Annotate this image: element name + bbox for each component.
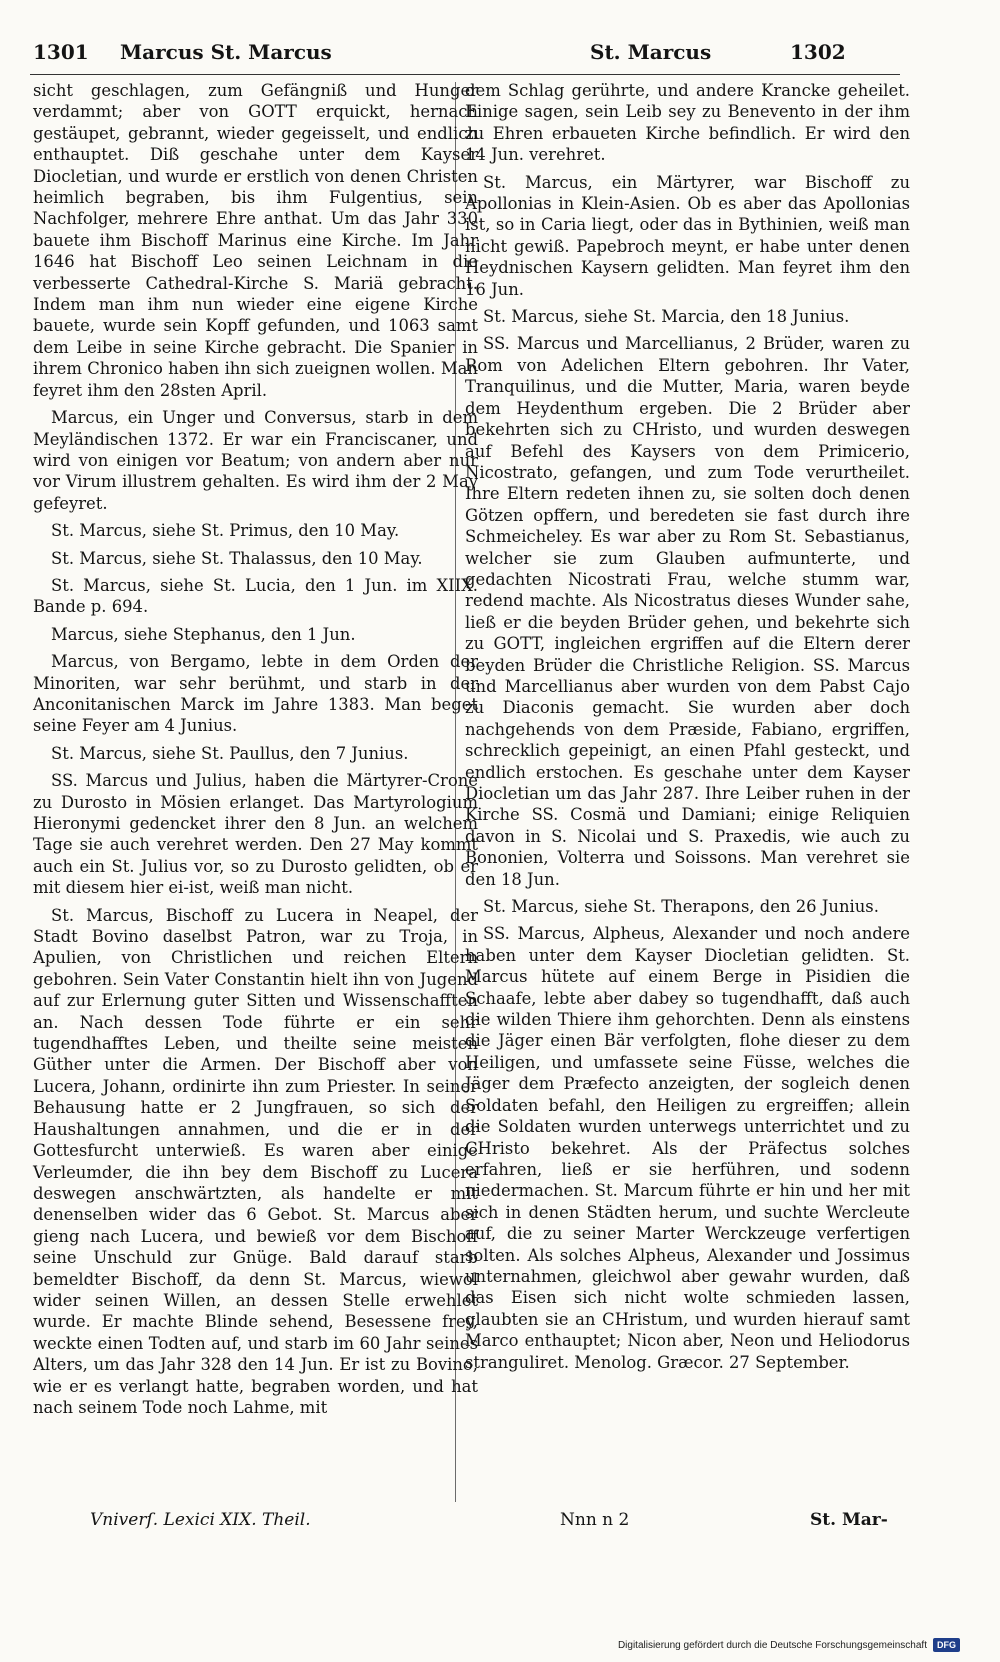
running-title-left: Marcus St. Marcus bbox=[120, 40, 332, 64]
credit-text: Digitalisierung gefördert durch die Deutsche Forschungsgemeinschaft bbox=[617, 1639, 927, 1651]
dfg-logo-icon: DFG bbox=[933, 1638, 960, 1652]
entry-paragraph: St. Marcus, siehe St. Thalassus, den 10 May. bbox=[51, 548, 423, 568]
page-number-right: 1302 bbox=[790, 40, 846, 64]
entry-paragraph: SS. Marcus und Julius, haben die Märtyrer-Crone zu Durosto in Mösien erlanget. Das Martyrologium Hieronymi gedencket ihrer den 8 Jun. an welchem Tage sie auch verehret werden. Den 27 May kommt auch ein St. Julius vor, so zu Durosto gelidten, ob er mit diesem hier ei-ist, weiß man nicht. bbox=[33, 771, 478, 898]
entry-paragraph: St. Marcus, siehe St. Paullus, den 7 Junius. bbox=[51, 743, 409, 763]
entry-paragraph: St. Marcus, siehe St. Therapons, den 26 Junius. bbox=[483, 897, 879, 917]
entry-paragraph: St. Marcus, Bischoff zu Lucera in Neapel, der Stadt Bovino daselbst Patron, war zu Troja, in Apulien, von Christlichen und reichen Eltern gebohren. Sein Vater Constantin hielt ihn von Jugend auf zur Erlernung guter Sitten und Wissenschafften an. Nach dessen Tode führte er ein sehr tugendhafftes Leben, und theilte seine meisten Güther unter die Armen. Der Bischoff aber von Lucera, Johann, ordinirte ihn zum Priester. In seiner Behausung hatte er 2 Jungfrauen, so sich der Haushaltungen annahmen, und die er in der Gottesfurcht unterwieß. Es waren aber einige Verleumder, die ihn bey dem Bischoff zu Lucera deswegen anschwärtzten, als handelte er mit denenselben wider das 6 Gebot. St. Marcus aber gieng nach Lucera, und bewieß vor dem Bischoff seine Unschuld zur Gnüge. Bald darauf starb bemeldter Bischoff, da denn St. Marcus, wiewol wider seinen Willen, an dessen Stelle erwehlet wurde. Er machte Blinde sehend, Besessene frey, weckte einen Todten auf, und starb im 60 Jahr seines Alters, um das Jahr 328 den 14 Jun. Er ist zu Bovino, wie er es verlangt hatte, begraben worden, und hat nach seinem Tode noch Lahme, mit bbox=[33, 905, 478, 1417]
running-title-right: St. Marcus bbox=[590, 40, 712, 64]
entry-paragraph: Marcus, ein Unger und Conversus, starb in dem Meyländischen 1372. Er war ein Franciscaner, und wird von einigen vor Beatum; von andern aber nur vor Virum illustrem gehalten. Es wird ihm der 2 May gefeyret. bbox=[33, 408, 478, 513]
right-column bbox=[465, 80, 910, 1379]
entry-paragraph: sicht geschlagen, zum Gefängniß und Hunger verdammt; aber von GOTT erquickt, hernach gestäupet, gebrannt, wieder gegeisselt, und endlich enthauptet. Diß geschahe unter dem Kayser Diocletian, und wurde er erstlich von denen Christen heimlich begraben, bis ihm Fulgentius, sein Nachfolger, mehrere Ehre anthat. Um das Jahr 330 bauete ihm Bischoff Marinus eine Kirche. Im Jahr 1646 hat Bischoff Leo seinen Leichnam in die verbesserte Cathedral-Kirche S. Mariä gebracht. Indem man ihm nun wieder eine eigene Kirche bauete, wurde sein Kopff gefunden, und 1063 samt dem Leibe in seine Kirche gebracht. Die Spanier in ihrem Chronico haben ihn sich zueignen wollen. Man feyret ihm den 28sten April. bbox=[33, 81, 478, 400]
signature-mark: Nnn n 2 bbox=[560, 1510, 630, 1530]
entry-paragraph: SS. Marcus und Marcellianus, 2 Brüder, waren zu Rom von Adelichen Eltern gebohren. Ihr Vater, Tranquilinus, und die Mutter, Maria, waren beyde dem Heydenthum ergeben. Die 2 Brüder aber bekehrten sich zu CHristo, und wurden deswegen auf Befehl des Kaysers von dem Primicerio, Nicostrato, gefangen, und zum Tode verurtheilet. Ihre Eltern redeten ihnen zu, sie solten doch denen Götzen opffern, und beredeten sie fast durch ihre Schmeicheley. Es war aber zu Rom St. Sebastianus, welcher sie zum Glauben aufmunterte, und gedachten Nicostrati Frau, welche stumm war, redend machte. Als Nicostratus dieses Wunder sahe, ließ er die beyden Brüder gehen, und bekehrte sich zu GOTT, ingleichen ergriffen auf die Eltern derer beyden Brüder die Christliche Religion. SS. Marcus und Marcellianus aber wurden von dem Pabst Cajo zu Diaconis gemacht. Sie wurden aber doch nachgehends von dem Præside, Fabiano, ergriffen, schrecklich gepeinigt, an einen Pfahl gesteckt, und endlich erstochen. Es geschahe unter dem Kayser Diocletian um das Jahr 287. Ihre Leiber ruhen in der Kirche SS. Cosmä und Damiani; einige Reliquien davon in S. Nicolai und S. Praxedis, wie auch zu Bononien, Volterra und Soissons. Man verehret sie den 18 Jun. bbox=[465, 334, 910, 889]
entry-paragraph: Marcus, von Bergamo, lebte in dem Orden der Minoriten, war sehr berühmt, und starb in der Anconitanischen Marck im Jahre 1383. Man beget seine Feyer am 4 Junius. bbox=[33, 652, 478, 736]
entry-paragraph: St. Marcus, siehe St. Lucia, den 1 Jun. im XIIX. Bande p. 694. bbox=[33, 575, 478, 617]
entry-paragraph: dem Schlag gerührte, und andere Krancke geheilet. Einige sagen, sein Leib sey zu Benevento in der ihm zu Ehren erbaueten Kirche befindlich. Er wird den 14 Jun. verehret. bbox=[465, 81, 910, 165]
left-column bbox=[33, 80, 478, 1424]
volume-footer: Vniverſ. Lexici XIX. Theil. bbox=[90, 1510, 311, 1530]
digitization-credit bbox=[618, 1638, 960, 1652]
header-rule bbox=[30, 74, 900, 75]
catchword: St. Mar- bbox=[810, 1510, 888, 1530]
entry-paragraph: SS. Marcus, Alpheus, Alexander und noch andere haben unter dem Kayser Diocletian gelidten. St. Marcus hütete auf einem Berge in Pisidien die Schaafe, lebte aber dabey so tugendhafft, daß auch die wilden Thiere ihm gehorchten. Denn als einstens die Jäger einen Bär verfolgten, flohe dieser zu dem Heiligen, und umfassete seine Füsse, welches die Jäger dem Præfecto anzeigten, der sogleich denen Soldaten befahl, den Heiligen zu ergreiffen; allein die Soldaten wurden unterwegs unterrichtet und zu CHristo bekehret. Als der Präfectus solches erfahren, ließ er sie herführen, und sodenn niedermachen. St. Marcum führte er hin und her mit sich in denen Städten herum, und suchte Wercleute auf, die zu seiner Marter Werckzeuge verfertigen solten. Als solches Alpheus, Alexander und Jossimus unternahmen, gleichwol aber gewahr wurden, daß das Eisen sich nicht wolte schmieden lassen, glaubten sie an CHristum, und wurden hierauf samt Marco enthauptet; Nicon aber, Neon und Heliodorus stranguliret. Menolog. Græcor. 27 September. bbox=[465, 924, 910, 1372]
entry-paragraph: St. Marcus, siehe St. Marcia, den 18 Junius. bbox=[483, 307, 850, 327]
entry-paragraph: Marcus, siehe Stephanus, den 1 Jun. bbox=[51, 624, 356, 644]
entry-paragraph: St. Marcus, ein Märtyrer, war Bischoff zu Apollonias in Klein-Asien. Ob es aber das Apollonias ist, so in Caria liegt, oder das in Bythinien, weiß man nicht gewiß. Papebroch meynt, er habe unter denen Heydnischen Kaysern gelidten. Man feyret ihm den 16 Jun. bbox=[465, 172, 910, 299]
page-number-left: 1301 bbox=[33, 40, 89, 64]
entry-paragraph: St. Marcus, siehe St. Primus, den 10 May. bbox=[51, 521, 400, 541]
